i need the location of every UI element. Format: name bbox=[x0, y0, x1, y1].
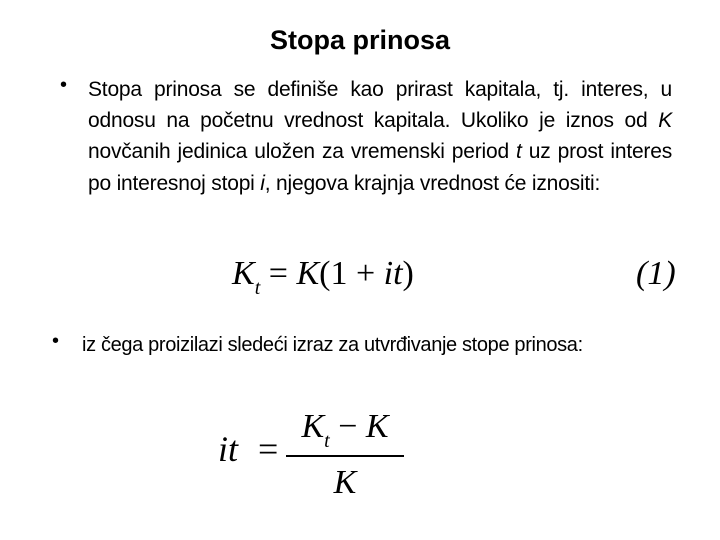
formula-rhs-close: ) bbox=[402, 255, 414, 292]
text-segment: novčanih jedinica uložen za vremenski period bbox=[88, 140, 517, 164]
formula-lhs-subscript: t bbox=[254, 277, 261, 299]
formula-equals: = bbox=[258, 429, 279, 469]
fraction-bar bbox=[286, 455, 404, 457]
numerator-subscript: t bbox=[324, 430, 330, 452]
text-segment: Stopa prinosa se definiše kao prirast kapitala, tj. interes, u odnosu na početnu vrednost kapitala. Ukoliko je iznos od bbox=[88, 78, 672, 133]
fraction-denominator: K bbox=[333, 464, 357, 501]
bullet-text-derivation: iz čega proizilazi sledeći izraz za utvrđivanje stope prinosa: bbox=[82, 334, 583, 356]
formula-equals: = bbox=[260, 255, 297, 292]
formula-rate-of-return bbox=[218, 405, 418, 505]
numerator-var-2: K bbox=[365, 408, 389, 445]
text-segment: uz prost interes po interesnoj stopi bbox=[88, 140, 672, 195]
text-segment: , njegova krajnja vrednost će iznositi: bbox=[264, 171, 601, 195]
variable-k: K bbox=[658, 109, 672, 133]
variable-t: t bbox=[516, 140, 522, 164]
formula-rhs-it: it bbox=[383, 255, 403, 292]
numerator-var: K bbox=[301, 408, 325, 445]
formula-lhs-var: K bbox=[232, 255, 255, 292]
formula-lhs: it bbox=[218, 429, 239, 469]
bullet-marker: • bbox=[60, 74, 68, 96]
bullet-marker: • bbox=[52, 330, 60, 352]
numerator-minus: − bbox=[329, 408, 366, 445]
bullet-text-definition bbox=[88, 74, 672, 199]
formula-final-value bbox=[232, 252, 414, 310]
slide-title: Stopa prinosa bbox=[269, 25, 451, 55]
equation-number: (1) bbox=[636, 255, 676, 292]
variable-i: i bbox=[260, 171, 265, 195]
formula-rhs-var: K bbox=[296, 255, 320, 292]
formula-rhs-open: (1 + bbox=[319, 255, 384, 292]
